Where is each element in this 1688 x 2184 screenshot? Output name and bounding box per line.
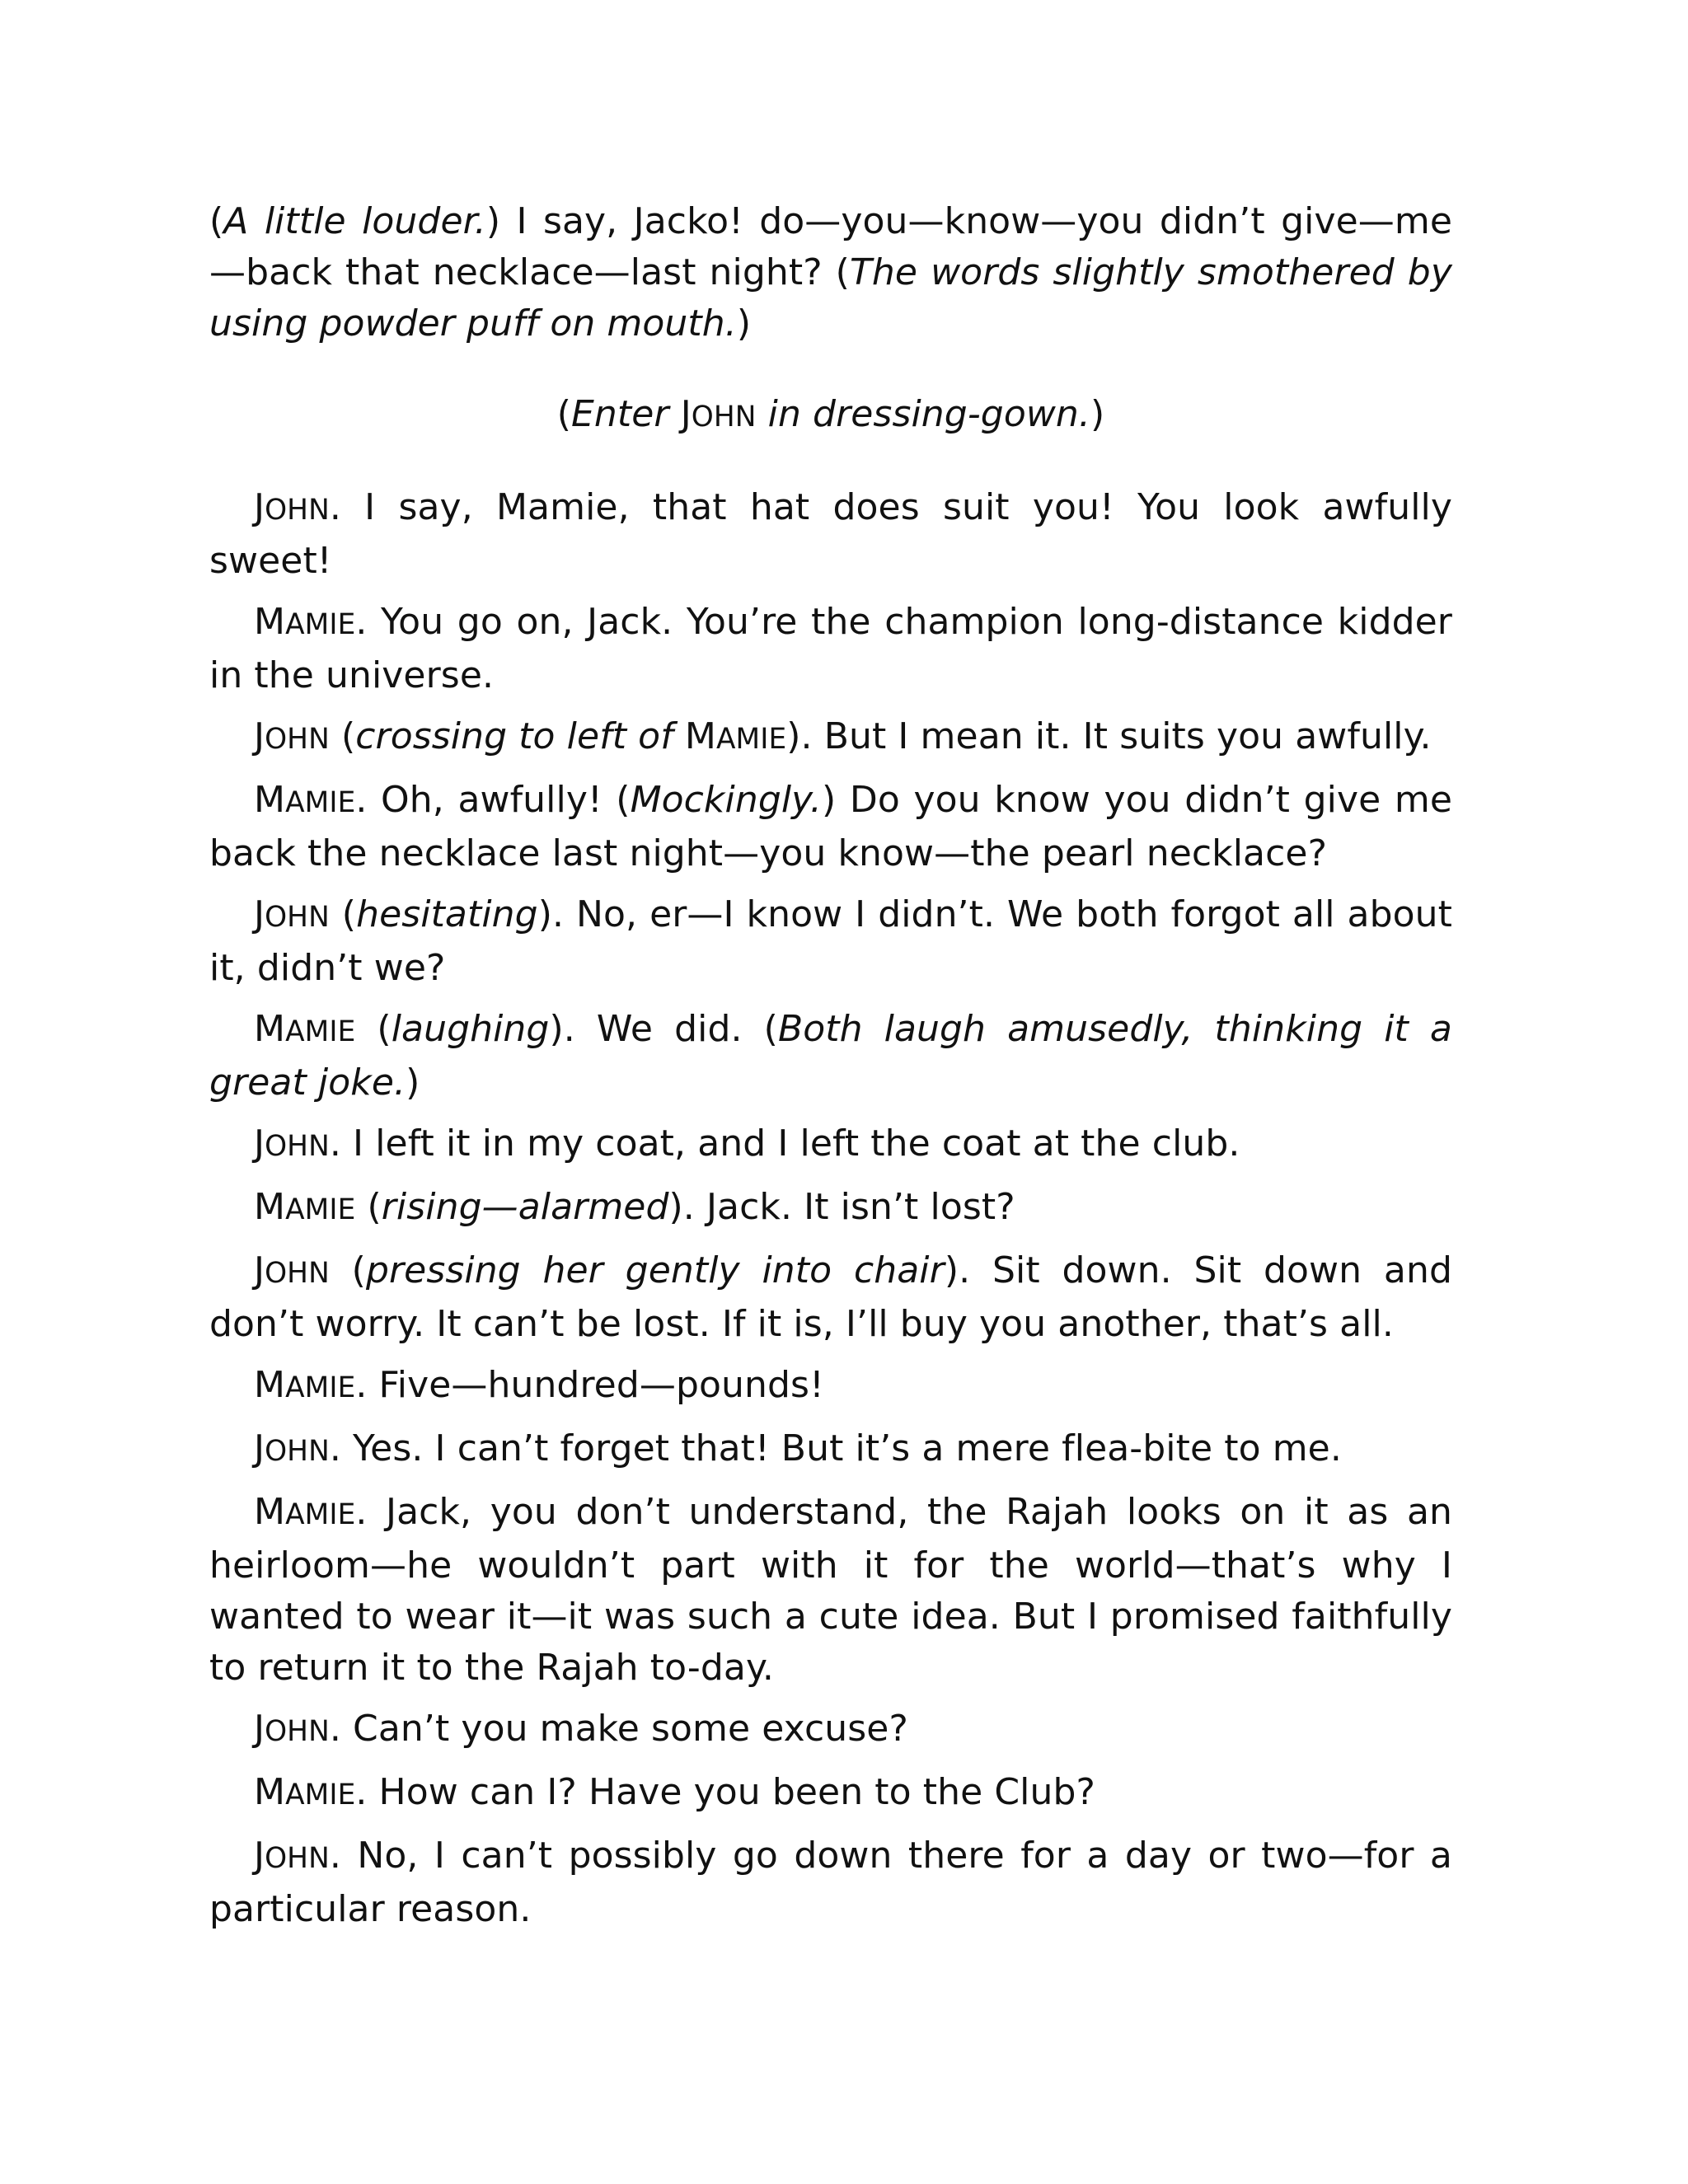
dialogue-text: ( [209, 200, 224, 242]
dialogue-text: . Jack, you don’t understand, the Rajah looks on it as an heirloom—he wouldn’t part with it for the world—that’s why I wanted to wear it—it was such a cute idea. But I promised faithfully to return it to the Rajah to-day. [209, 1491, 1452, 1689]
speaker-name: MAMIE [254, 1491, 356, 1533]
dialogue-text [673, 715, 685, 757]
stage-note: Both laugh amusedly, thinking it a great joke. [209, 1008, 1452, 1104]
stage-note: crossing to left of [355, 715, 673, 757]
speaker-name: MAMIE [254, 1364, 356, 1406]
speaker-name: MAMIE [254, 779, 356, 821]
dialogue-text [669, 393, 681, 435]
speaker-name: MAMIE [254, 1008, 356, 1050]
dialogue-text: . I say, Mamie, that hat does suit you! You look awfully sweet! [209, 486, 1452, 582]
dialogue-paragraph [209, 482, 1452, 587]
dialogue-paragraph [209, 711, 1452, 765]
speaker-name: JOHN [254, 1427, 330, 1469]
stage-note: pressing her gently into chair [365, 1249, 945, 1291]
dialogue-text: ). Jack. It isn’t lost? [668, 1186, 1015, 1228]
dialogue-text: ( [329, 893, 357, 935]
dialogue-text: ) [406, 1062, 420, 1104]
stage-direction [209, 389, 1452, 443]
script-page [209, 196, 1452, 1945]
dialogue-text: . I left it in my coat, and I left the coat at the club. [329, 1122, 1240, 1165]
dialogue-text: ( [556, 393, 571, 435]
dialogue-paragraph [209, 1004, 1452, 1108]
speaker-name: JOHN [254, 1835, 330, 1877]
dialogue-text: ( [355, 1186, 382, 1228]
speaker-name: JOHN [254, 715, 330, 757]
dialogue-text: . No, I can’t possibly go down there for a day or two—for a particular reason. [209, 1835, 1452, 1930]
dialogue-paragraph [209, 889, 1452, 994]
dialogue-paragraph [209, 1245, 1452, 1350]
stage-note: Enter [570, 393, 669, 435]
stage-note: A little louder. [223, 200, 486, 242]
dialogue-paragraph [209, 775, 1452, 879]
dialogue-text: . You go on, Jack. You’re the champion long-distance kidder in the universe. [209, 601, 1452, 696]
dialogue-paragraph [209, 1360, 1452, 1413]
dialogue-text: . Oh, awfully! ( [355, 779, 631, 821]
dialogue-text: ( [329, 1249, 366, 1291]
continued-text [209, 196, 1452, 349]
dialogue-text: ). But I mean it. It suits you awfully. [786, 715, 1432, 757]
dialogue-text: ) Do you know you didn’t give me back the necklace last night—you know—the pearl necklace? [209, 779, 1452, 874]
dialogue-paragraph [209, 1423, 1452, 1477]
stage-note: Mockingly. [630, 779, 822, 821]
dialogue-paragraph [209, 1118, 1452, 1172]
dialogue-text: ) [736, 302, 752, 344]
stage-note: in dressing-gown. [767, 393, 1091, 435]
speaker-name: JOHN [254, 1708, 330, 1750]
dialogue-text: ) I say, Jacko! do—you—know—you didn’t give—me—back that necklace—last night? ( [209, 200, 1452, 293]
dialogue-paragraph [209, 1182, 1452, 1235]
dialogue-text: ). No, er—I know I didn’t. We both forgot all about it, didn’t we? [209, 893, 1452, 989]
stage-note: rising—alarmed [381, 1186, 669, 1228]
dialogue-paragraph [209, 1704, 1452, 1757]
dialogue-text [757, 393, 768, 435]
dialogue-paragraph [209, 1830, 1452, 1935]
dialogue-text: ( [329, 715, 356, 757]
speaker-name: JOHN [254, 486, 330, 528]
stage-note: The words slightly smothered by using powder puff on mouth. [209, 251, 1452, 344]
dialogue-paragraph [209, 597, 1452, 701]
dialogue-paragraph [209, 1767, 1452, 1821]
dialogue-paragraph [209, 1487, 1452, 1694]
speaker-name: MAMIE [684, 715, 787, 757]
stage-note: laughing [391, 1008, 550, 1050]
dialogue-text: ). Sit down. Sit down and don’t worry. It can’t be lost. If it is, I’ll buy you another, that’s all. [209, 1249, 1452, 1345]
stage-note: hesitating [356, 893, 538, 935]
dialogue-text: ). We did. ( [549, 1008, 778, 1050]
speaker-name: MAMIE [254, 1186, 356, 1228]
dialogue-text: ( [355, 1008, 392, 1050]
dialogue-text: . Five—hundred—pounds! [355, 1364, 824, 1406]
speaker-name: JOHN [254, 893, 330, 935]
dialogue-text: ) [1090, 393, 1105, 435]
speaker-name: MAMIE [254, 1771, 356, 1813]
speaker-name: JOHN [254, 1249, 330, 1291]
dialogue-text: . Can’t you make some excuse? [329, 1708, 908, 1750]
speaker-name: JOHN [680, 393, 757, 435]
dialogue-text: . How can I? Have you been to the Club? [355, 1771, 1095, 1813]
speaker-name: MAMIE [254, 601, 356, 643]
speaker-name: JOHN [254, 1122, 330, 1165]
dialogue-text: . Yes. I can’t forget that! But it’s a mere flea-bite to me. [329, 1427, 1342, 1469]
